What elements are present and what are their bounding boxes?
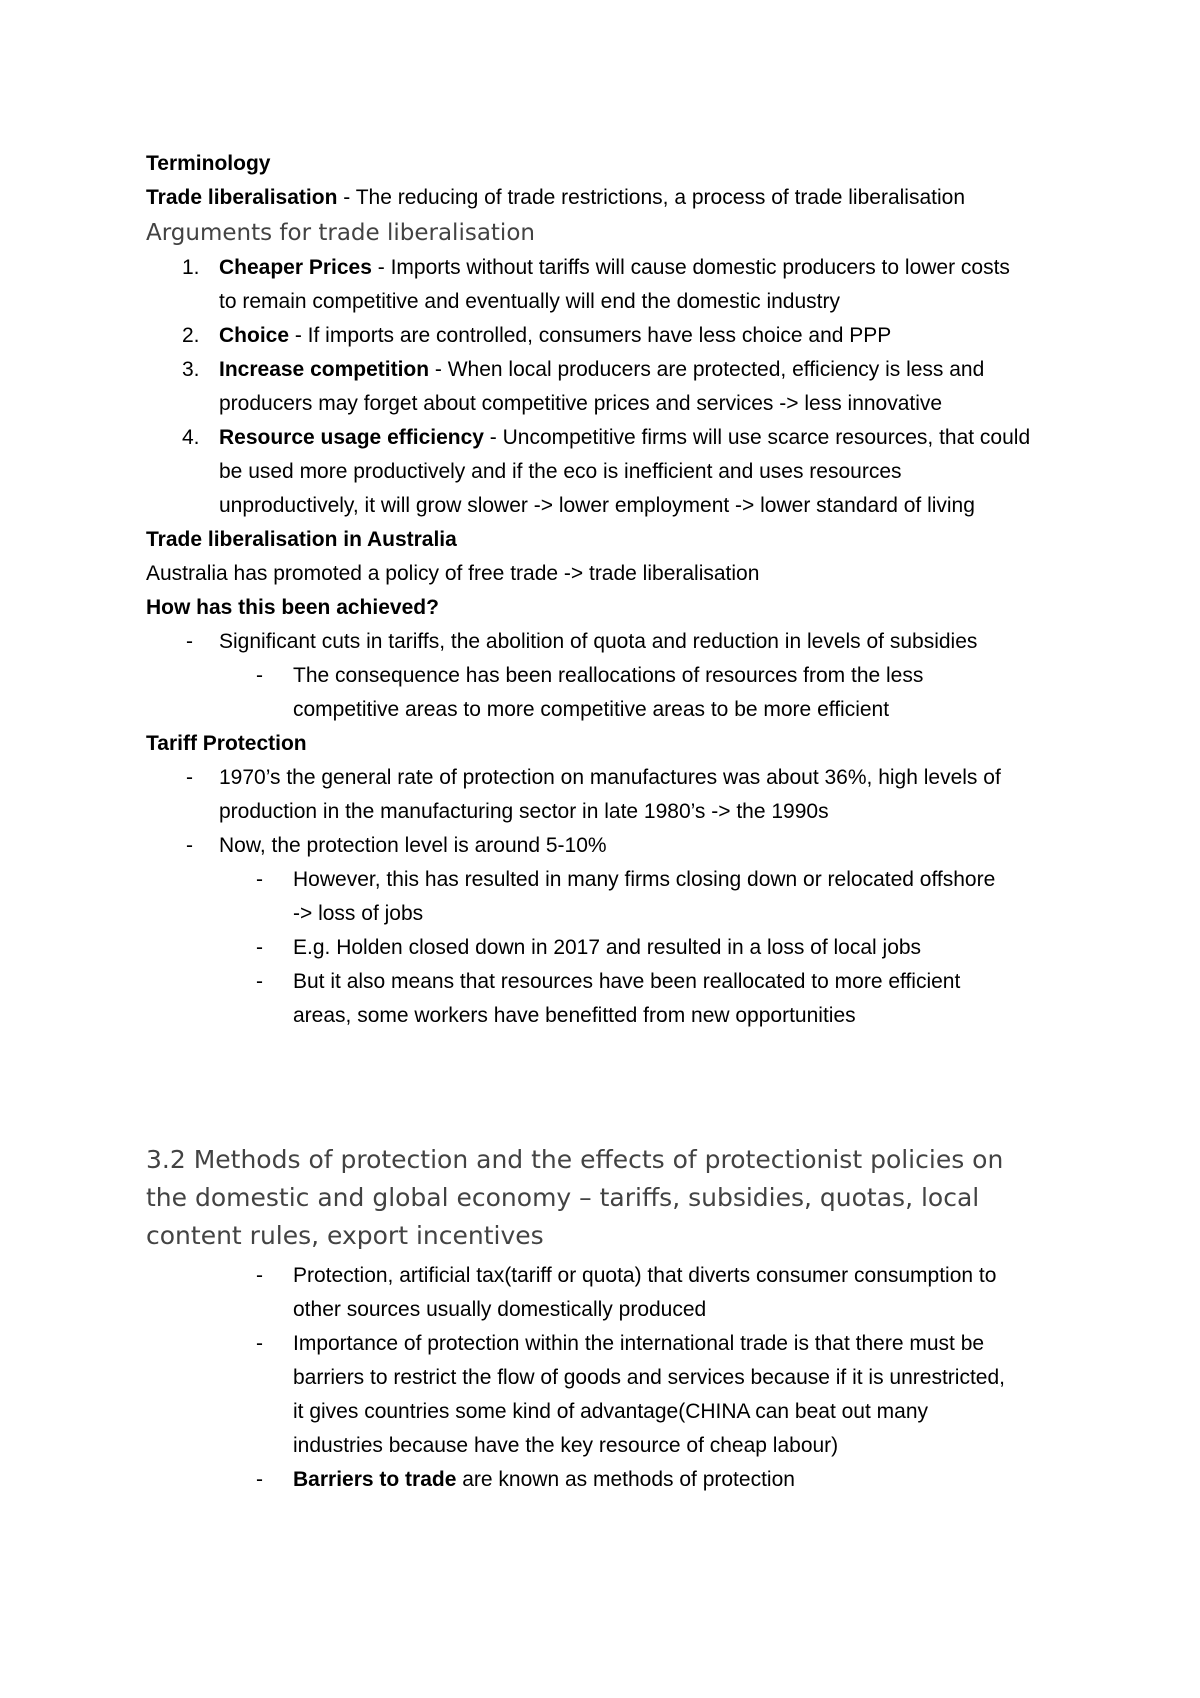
dash-bullet: - (256, 1264, 263, 1287)
list-text: 1970’s the general rate of protection on manufactures was about 36%, high levels of (219, 766, 1001, 789)
list-item (146, 625, 1076, 659)
list-item (146, 1259, 1076, 1327)
list-item (146, 659, 1076, 727)
list-item (146, 319, 1076, 353)
list-text: areas, some workers have benefitted from new opportunities (293, 1004, 856, 1027)
list-text: Importance of protection within the international trade is that there must be (293, 1332, 985, 1355)
dash-bullet: - (256, 936, 263, 959)
barriers-term: Barriers to trade (293, 1468, 457, 1491)
list-text: barriers to restrict the flow of goods and services because if it is unrestricted, (293, 1366, 1005, 1389)
dash-bullet: - (256, 1332, 263, 1355)
argument-term: Increase competition (219, 358, 430, 381)
list-text: -> loss of jobs (293, 902, 424, 925)
list-item (146, 931, 1076, 965)
document-body (146, 147, 1076, 1497)
list-text: it gives countries some kind of advantage(CHINA can beat out many (293, 1400, 929, 1423)
list-item (146, 353, 1076, 421)
dash-bullet: - (186, 766, 193, 789)
dash-bullet: - (256, 1468, 263, 1491)
list-number: 4. (182, 426, 200, 449)
dash-bullet: - (256, 868, 263, 891)
argument-text: - Imports without tariffs will cause domestic producers to lower costs (371, 256, 1010, 279)
list-item (146, 1463, 1076, 1497)
argument-text: producers may forget about competitive prices and services -> less innovative (219, 392, 943, 415)
list-item (146, 863, 1076, 931)
dash-bullet: - (256, 664, 263, 687)
list-item (146, 761, 1076, 829)
argument-text: to remain competitive and eventually will end the domestic industry (219, 290, 840, 313)
argument-text: unproductively, it will grow slower -> lower employment -> lower standard of living (219, 494, 975, 517)
tariff-heading: Tariff Protection (146, 732, 307, 755)
list-number: 3. (182, 358, 200, 381)
trade-liberalisation-definition (146, 181, 1076, 215)
arguments-list (146, 251, 1076, 523)
achieved-list (146, 625, 1076, 727)
list-text: production in the manufacturing sector in late 1980’s -> the 1990s (219, 800, 829, 823)
section-heading-line: the domestic and global economy – tariffs, subsidies, quotas, local (146, 1183, 980, 1212)
list-text: Protection, artificial tax(tariff or quota) that diverts consumer consumption to (293, 1264, 997, 1287)
list-item (146, 421, 1076, 523)
arguments-heading: Arguments for trade liberalisation (146, 220, 535, 246)
list-item (146, 965, 1076, 1033)
list-text: But it also means that resources have been reallocated to more efficient (293, 970, 961, 993)
dash-bullet: - (186, 630, 193, 653)
section-heading (146, 1141, 1076, 1255)
section-heading-line: 3.2 Methods of protection and the effects of protectionist policies on (146, 1145, 1004, 1174)
definition-text: - The reducing of trade restrictions, a process of trade liberalisation (337, 186, 965, 209)
argument-text: be used more productively and if the eco is inefficient and uses resources (219, 460, 902, 483)
protection-list (146, 1259, 1076, 1497)
argument-text: - Uncompetitive firms will use scarce resources, that could (483, 426, 1031, 449)
argument-term: Choice (219, 324, 290, 347)
argument-text: - If imports are controlled, consumers have less choice and PPP (289, 324, 892, 347)
list-number: 1. (182, 256, 200, 279)
list-text: Significant cuts in tariffs, the abolition of quota and reduction in levels of subsidies (219, 630, 978, 653)
terminology-heading: Terminology (146, 152, 271, 175)
australia-heading: Trade liberalisation in Australia (146, 528, 457, 551)
dash-bullet: - (256, 970, 263, 993)
list-text: are known as methods of protection (456, 1468, 795, 1491)
list-text: competitive areas to more competitive areas to be more efficient (293, 698, 890, 721)
list-text: The consequence has been reallocations of resources from the less (293, 664, 924, 687)
list-text: other sources usually domestically produced (293, 1298, 707, 1321)
dash-bullet: - (186, 834, 193, 857)
australia-text: Australia has promoted a policy of free trade -> trade liberalisation (146, 562, 760, 585)
argument-term: Cheaper Prices (219, 256, 372, 279)
list-item (146, 251, 1076, 319)
list-number: 2. (182, 324, 200, 347)
argument-text: - When local producers are protected, efficiency is less and (429, 358, 985, 381)
achieved-heading: How has this been achieved? (146, 596, 439, 619)
argument-term: Resource usage efficiency (219, 426, 484, 449)
list-item (146, 829, 1076, 863)
tariff-list (146, 761, 1076, 1033)
list-item (146, 1327, 1076, 1463)
definition-term: Trade liberalisation (146, 186, 338, 209)
section-heading-line: content rules, export incentives (146, 1221, 544, 1250)
list-text: However, this has resulted in many firms closing down or relocated offshore (293, 868, 996, 891)
list-text: Now, the protection level is around 5-10% (219, 834, 607, 857)
list-text: E.g. Holden closed down in 2017 and resulted in a loss of local jobs (293, 936, 922, 959)
list-text: industries because have the key resource of cheap labour) (293, 1434, 839, 1457)
